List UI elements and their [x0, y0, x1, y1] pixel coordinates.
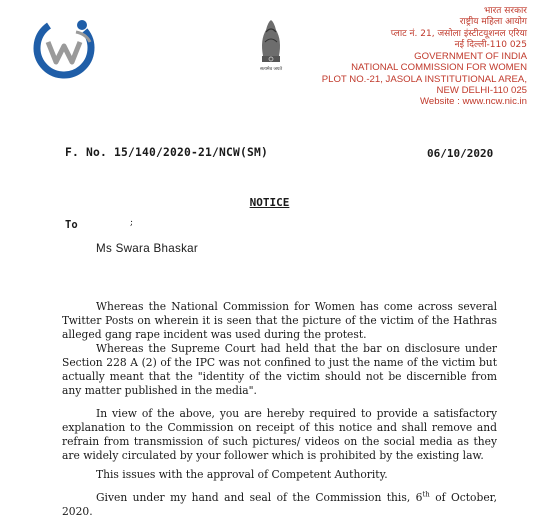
to-mark: ;	[130, 218, 134, 228]
header-hindi-line-3: प्लाट नं. 21, जसोला इंस्टीटयूशनल एरिया	[390, 28, 527, 39]
header-english-line-3: PLOT NO.-21, JASOLA INSTITUTIONAL AREA,	[321, 73, 527, 85]
paragraph-1: Whereas the National Commission for Women has come across several Twitter Posts on wherein it is seen that the picture of the victim of the Hathras alleged gang rape incident was used during the protest.	[62, 300, 497, 341]
addressee-name: Ms Swara Bhaskar	[96, 242, 199, 255]
file-number: F. No. 15/140/2020-21/NCW(SM)	[65, 146, 269, 159]
header-website: Website : www.ncw.nic.in	[420, 96, 527, 108]
paragraph-2: Whereas the Supreme Court had held that the bar on disclosure under Section 228 A (2) of the IPC was not confined to just the name of the victim but actually meant that the "identity of the victim should not be discernible from any matter published in the media".	[62, 342, 497, 397]
header-hindi-line-1: भारत सरकार	[483, 6, 527, 16]
to-label: To	[65, 219, 78, 231]
header-english-line-4: NEW DELHI-110 025	[436, 85, 527, 97]
emblem-caption: सत्यमेव जयते	[259, 67, 283, 72]
ncw-logo	[30, 12, 98, 80]
notice-title: NOTICE	[249, 196, 290, 209]
header-hindi-line-2: राष्ट्रीय महिला आयोग	[459, 17, 527, 28]
header-english-line-1: GOVERNMENT OF INDIA	[414, 51, 527, 63]
notice-title-row	[0, 196, 539, 209]
header-address	[297, 6, 527, 108]
paragraph-4: This issues with the approval of Competent Authority.	[96, 468, 388, 481]
paragraph-3: In view of the above, you are hereby required to provide a satisfactory explanation to the Commission on receipt of this notice and shall remove and refrain from transmission of such pictures/ videos on the social media as they are widely circulated by your follower which is prohibited by the existing law.	[62, 407, 497, 462]
notice-date: 06/10/2020	[427, 147, 494, 160]
header-hindi-line-4: नई दिल्ली-110 025	[454, 39, 527, 50]
header-english-line-2: NATIONAL COMMISSION FOR WOMEN	[351, 62, 527, 74]
closing-paragraph: Given under my hand and seal of the Commission this, 6th of October, 2020.	[62, 490, 497, 518]
